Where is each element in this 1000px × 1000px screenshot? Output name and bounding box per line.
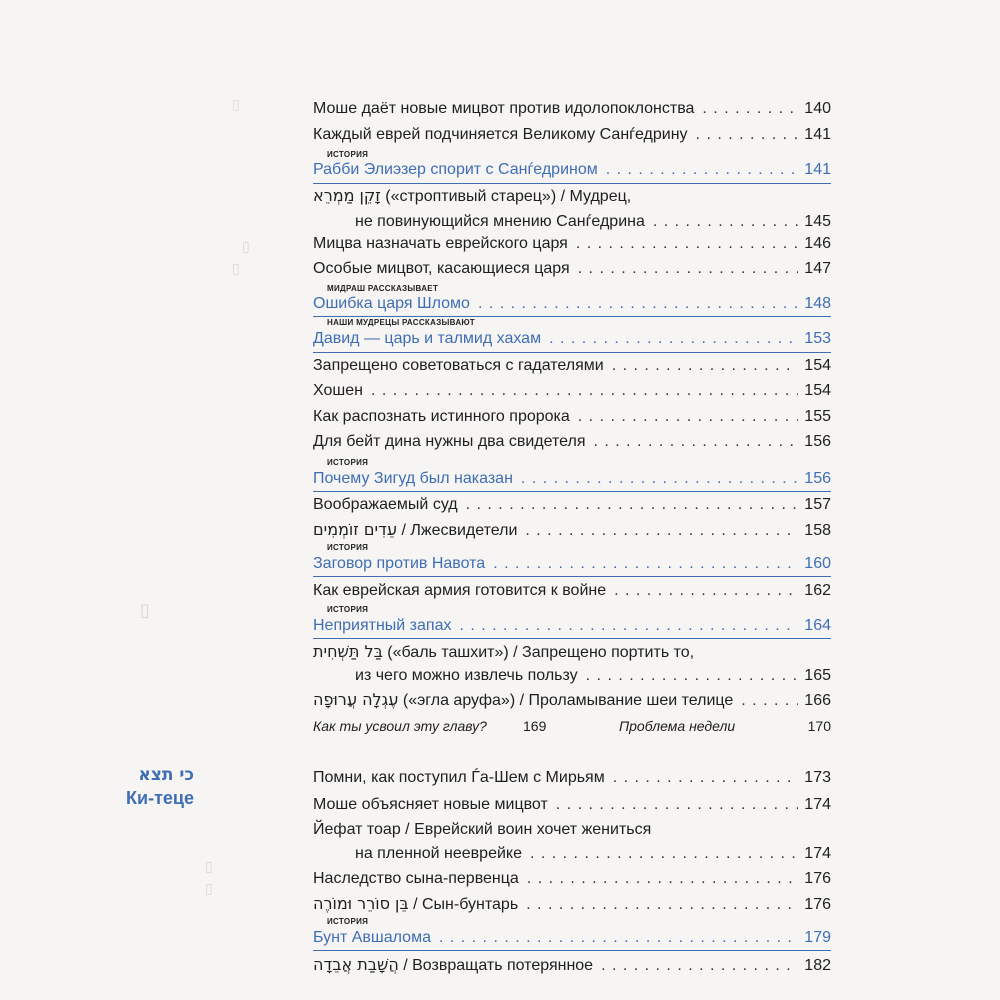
toc-entry[interactable] [313, 186, 831, 232]
entry-title: Как распознать истинного пророка [313, 408, 570, 425]
entry-title: Для бейт дина нужны два свидетеля [313, 433, 586, 450]
entry-page: 162 [804, 582, 831, 599]
section-russian-title: Ки-теце [126, 788, 194, 808]
toc-entry[interactable] [313, 894, 831, 914]
entry-underline [313, 352, 831, 353]
entry-page: 146 [804, 235, 831, 252]
entry-tag: ИСТОРИЯ [327, 605, 369, 614]
entry-title: («баль ташхит») / Запрещено портить то, [387, 644, 695, 661]
entry-title: Хошен [313, 382, 363, 399]
leader-dots [493, 554, 798, 574]
toc-entry[interactable] [313, 356, 831, 376]
show-through-mark: ▯ [242, 238, 250, 254]
toc-entry[interactable] [313, 795, 831, 815]
hebrew-term: בֵּן סוֹרֵר וּמוֹרֶה [313, 894, 409, 913]
leader-dots [593, 432, 798, 452]
leader-dots [439, 928, 798, 948]
entry-page: 141 [804, 126, 831, 143]
entry-title: Давид — царь и талмид хахам [313, 330, 542, 347]
entry-page: 158 [804, 522, 831, 539]
toc-entry[interactable] [313, 407, 831, 427]
entry-underline [313, 491, 831, 492]
leader-dots [526, 895, 798, 915]
entry-title: Как еврейская армия готовится к войне [313, 582, 607, 599]
weekly-problem-link[interactable]: Проблема недели [619, 718, 736, 734]
entry-title-continued: из чего можно извлечь пользу [355, 667, 578, 684]
leader-dots [459, 616, 798, 636]
leader-dots [741, 691, 798, 711]
toc-entry[interactable] [313, 520, 831, 540]
toc-entry[interactable] [313, 432, 831, 452]
toc-entry[interactable] [313, 642, 831, 688]
leader-dots [578, 407, 799, 427]
toc-entry[interactable] [313, 820, 831, 866]
entry-title: Бунт Авшалома [313, 929, 431, 946]
leader-dots [586, 666, 799, 686]
entry-page: 160 [804, 555, 831, 572]
leader-dots [530, 844, 798, 864]
entry-page: 154 [804, 382, 831, 399]
entry-title: / Возвращать потерянное [403, 957, 594, 974]
leader-dots [556, 795, 799, 815]
show-through-mark: ▯ [232, 260, 240, 276]
leader-dots [525, 521, 798, 541]
entry-underline [313, 316, 831, 317]
toc-entry[interactable] [313, 955, 831, 975]
entry-underline [313, 950, 831, 951]
entry-page: 148 [804, 295, 831, 312]
toc-entry[interactable] [313, 99, 831, 119]
hebrew-term: הֲשָׁבַת אֲבֵדָה [313, 955, 399, 974]
entry-title: Моше даёт новые мицвот против идолопоклонства [313, 100, 695, 117]
show-through-mark: ▯ [205, 880, 213, 896]
show-through-mark: ▯ [205, 858, 213, 874]
leader-dots [521, 469, 798, 489]
leader-dots [653, 212, 798, 232]
entry-title: Заговор против Навота [313, 555, 486, 572]
hebrew-term: זָקֵן מַמְרֵא [313, 186, 381, 205]
toc-entry[interactable] [313, 495, 831, 515]
entry-page: 174 [804, 845, 831, 862]
leader-dots [614, 581, 798, 601]
entry-title: Помни, как поступил Ѓа-Шем с Мирьям [313, 769, 605, 786]
leader-dots [578, 259, 799, 279]
leader-dots [576, 234, 798, 254]
toc-entry-story[interactable] [313, 543, 831, 577]
entry-tag: МИДРАШ РАССКАЗЫВАЕТ [327, 284, 439, 293]
leader-dots [527, 869, 798, 889]
leader-dots [613, 768, 799, 788]
entry-title-continued: на пленной нееврейке [355, 845, 522, 862]
weekly-problem-page: 170 [807, 718, 831, 734]
entry-title: Каждый еврей подчиняется Великому Санѓедрину [313, 126, 688, 143]
review-question-page: 169 [523, 718, 547, 734]
entry-title-continued: не повинующийся мнению Санѓедрина [355, 213, 645, 230]
toc-entry[interactable] [313, 869, 831, 889]
toc-entry[interactable] [313, 768, 831, 788]
entry-page: 155 [804, 408, 831, 425]
leader-dots [606, 160, 799, 180]
entry-page: 156 [804, 470, 831, 487]
entry-page: 173 [804, 769, 831, 786]
toc-entry[interactable] [313, 234, 831, 254]
show-through-mark: ▯ [140, 600, 150, 620]
entry-title: Моше объясняет новые мицвот [313, 796, 548, 813]
toc-entry[interactable] [313, 581, 831, 601]
leader-dots [371, 381, 798, 401]
entry-page: 176 [804, 870, 831, 887]
entry-title: Запрещено советоваться с гадателями [313, 357, 604, 374]
toc-entry-sages[interactable] [313, 318, 831, 354]
entry-title: Ошибка царя Шломо [313, 295, 470, 312]
toc-entry[interactable] [313, 259, 831, 279]
entry-title: Мицва назначать еврейского царя [313, 235, 568, 252]
toc-entry[interactable] [313, 125, 831, 145]
entry-page: 154 [804, 357, 831, 374]
leader-dots [478, 294, 798, 314]
entry-page: 141 [804, 161, 831, 178]
entry-underline [313, 638, 831, 639]
section-heading [118, 764, 194, 810]
entry-title: («строптивый старец») / Мудрец, [385, 188, 632, 205]
leader-dots [601, 956, 798, 976]
entry-title: Рабби Элиэзер спорит с Санѓедрином [313, 161, 598, 178]
entry-tag: ИСТОРИЯ [327, 917, 369, 926]
entry-tag: ИСТОРИЯ [327, 543, 369, 552]
toc-entry-story[interactable] [313, 458, 831, 492]
entry-title: Воображаемый суд [313, 496, 458, 513]
entry-title: Почему Зигуд был наказан [313, 470, 513, 487]
entry-page: 165 [804, 667, 831, 684]
entry-title: («эгла аруфа») / Проламывание шеи телице [402, 692, 734, 709]
toc-entry[interactable] [313, 690, 831, 710]
hebrew-term: עֵדִים זוֹמְמִים [313, 520, 398, 539]
toc-entry-story[interactable] [313, 150, 831, 186]
entry-page: 164 [804, 617, 831, 634]
entry-tag: ИСТОРИЯ [327, 458, 369, 467]
entry-page: 153 [804, 330, 831, 347]
entry-page: 145 [804, 213, 831, 230]
entry-title: Наследство сына-первенца [313, 870, 519, 887]
section-hebrew-title: כי תצא [138, 765, 194, 785]
entry-page: 156 [804, 433, 831, 450]
toc-entry-midrash[interactable] [313, 284, 831, 318]
toc-entry-story[interactable] [313, 917, 831, 951]
entry-tag: ИСТОРИЯ [327, 150, 369, 159]
leader-dots [612, 356, 799, 376]
entry-tag: НАШИ МУДРЕЦЫ РАССКАЗЫВАЮТ [327, 318, 475, 327]
entry-underline [313, 183, 831, 184]
toc-entry-story[interactable] [313, 605, 831, 639]
leader-dots [549, 329, 798, 349]
entry-page: 176 [804, 896, 831, 913]
entry-underline [313, 576, 831, 577]
entry-page: 140 [804, 100, 831, 117]
hebrew-term: עֶגְלָה עֲרוּפָה [313, 690, 399, 709]
entry-page: 182 [804, 957, 831, 974]
entry-title: Йефат тоар / Еврейский воин хочет жениться [313, 821, 652, 838]
leader-dots [696, 125, 799, 145]
entry-page: 147 [804, 260, 831, 277]
entry-title: Особые мицвот, касающиеся царя [313, 260, 570, 277]
show-through-mark: ▯ [232, 96, 240, 112]
review-question-link[interactable]: Как ты усвоил эту главу? [313, 718, 487, 734]
entry-page: 179 [804, 929, 831, 946]
entry-title: / Лжесвидетели [401, 522, 518, 539]
entry-title: / Сын-бунтарь [413, 896, 519, 913]
hebrew-term: בַּל תַּשְׁחִית [313, 642, 383, 661]
toc-entry[interactable] [313, 381, 831, 401]
leader-dots [466, 495, 799, 515]
entry-title: Неприятный запах [313, 617, 452, 634]
leader-dots [702, 99, 798, 119]
entry-page: 174 [804, 796, 831, 813]
entry-page: 157 [804, 496, 831, 513]
entry-page: 166 [804, 692, 831, 709]
